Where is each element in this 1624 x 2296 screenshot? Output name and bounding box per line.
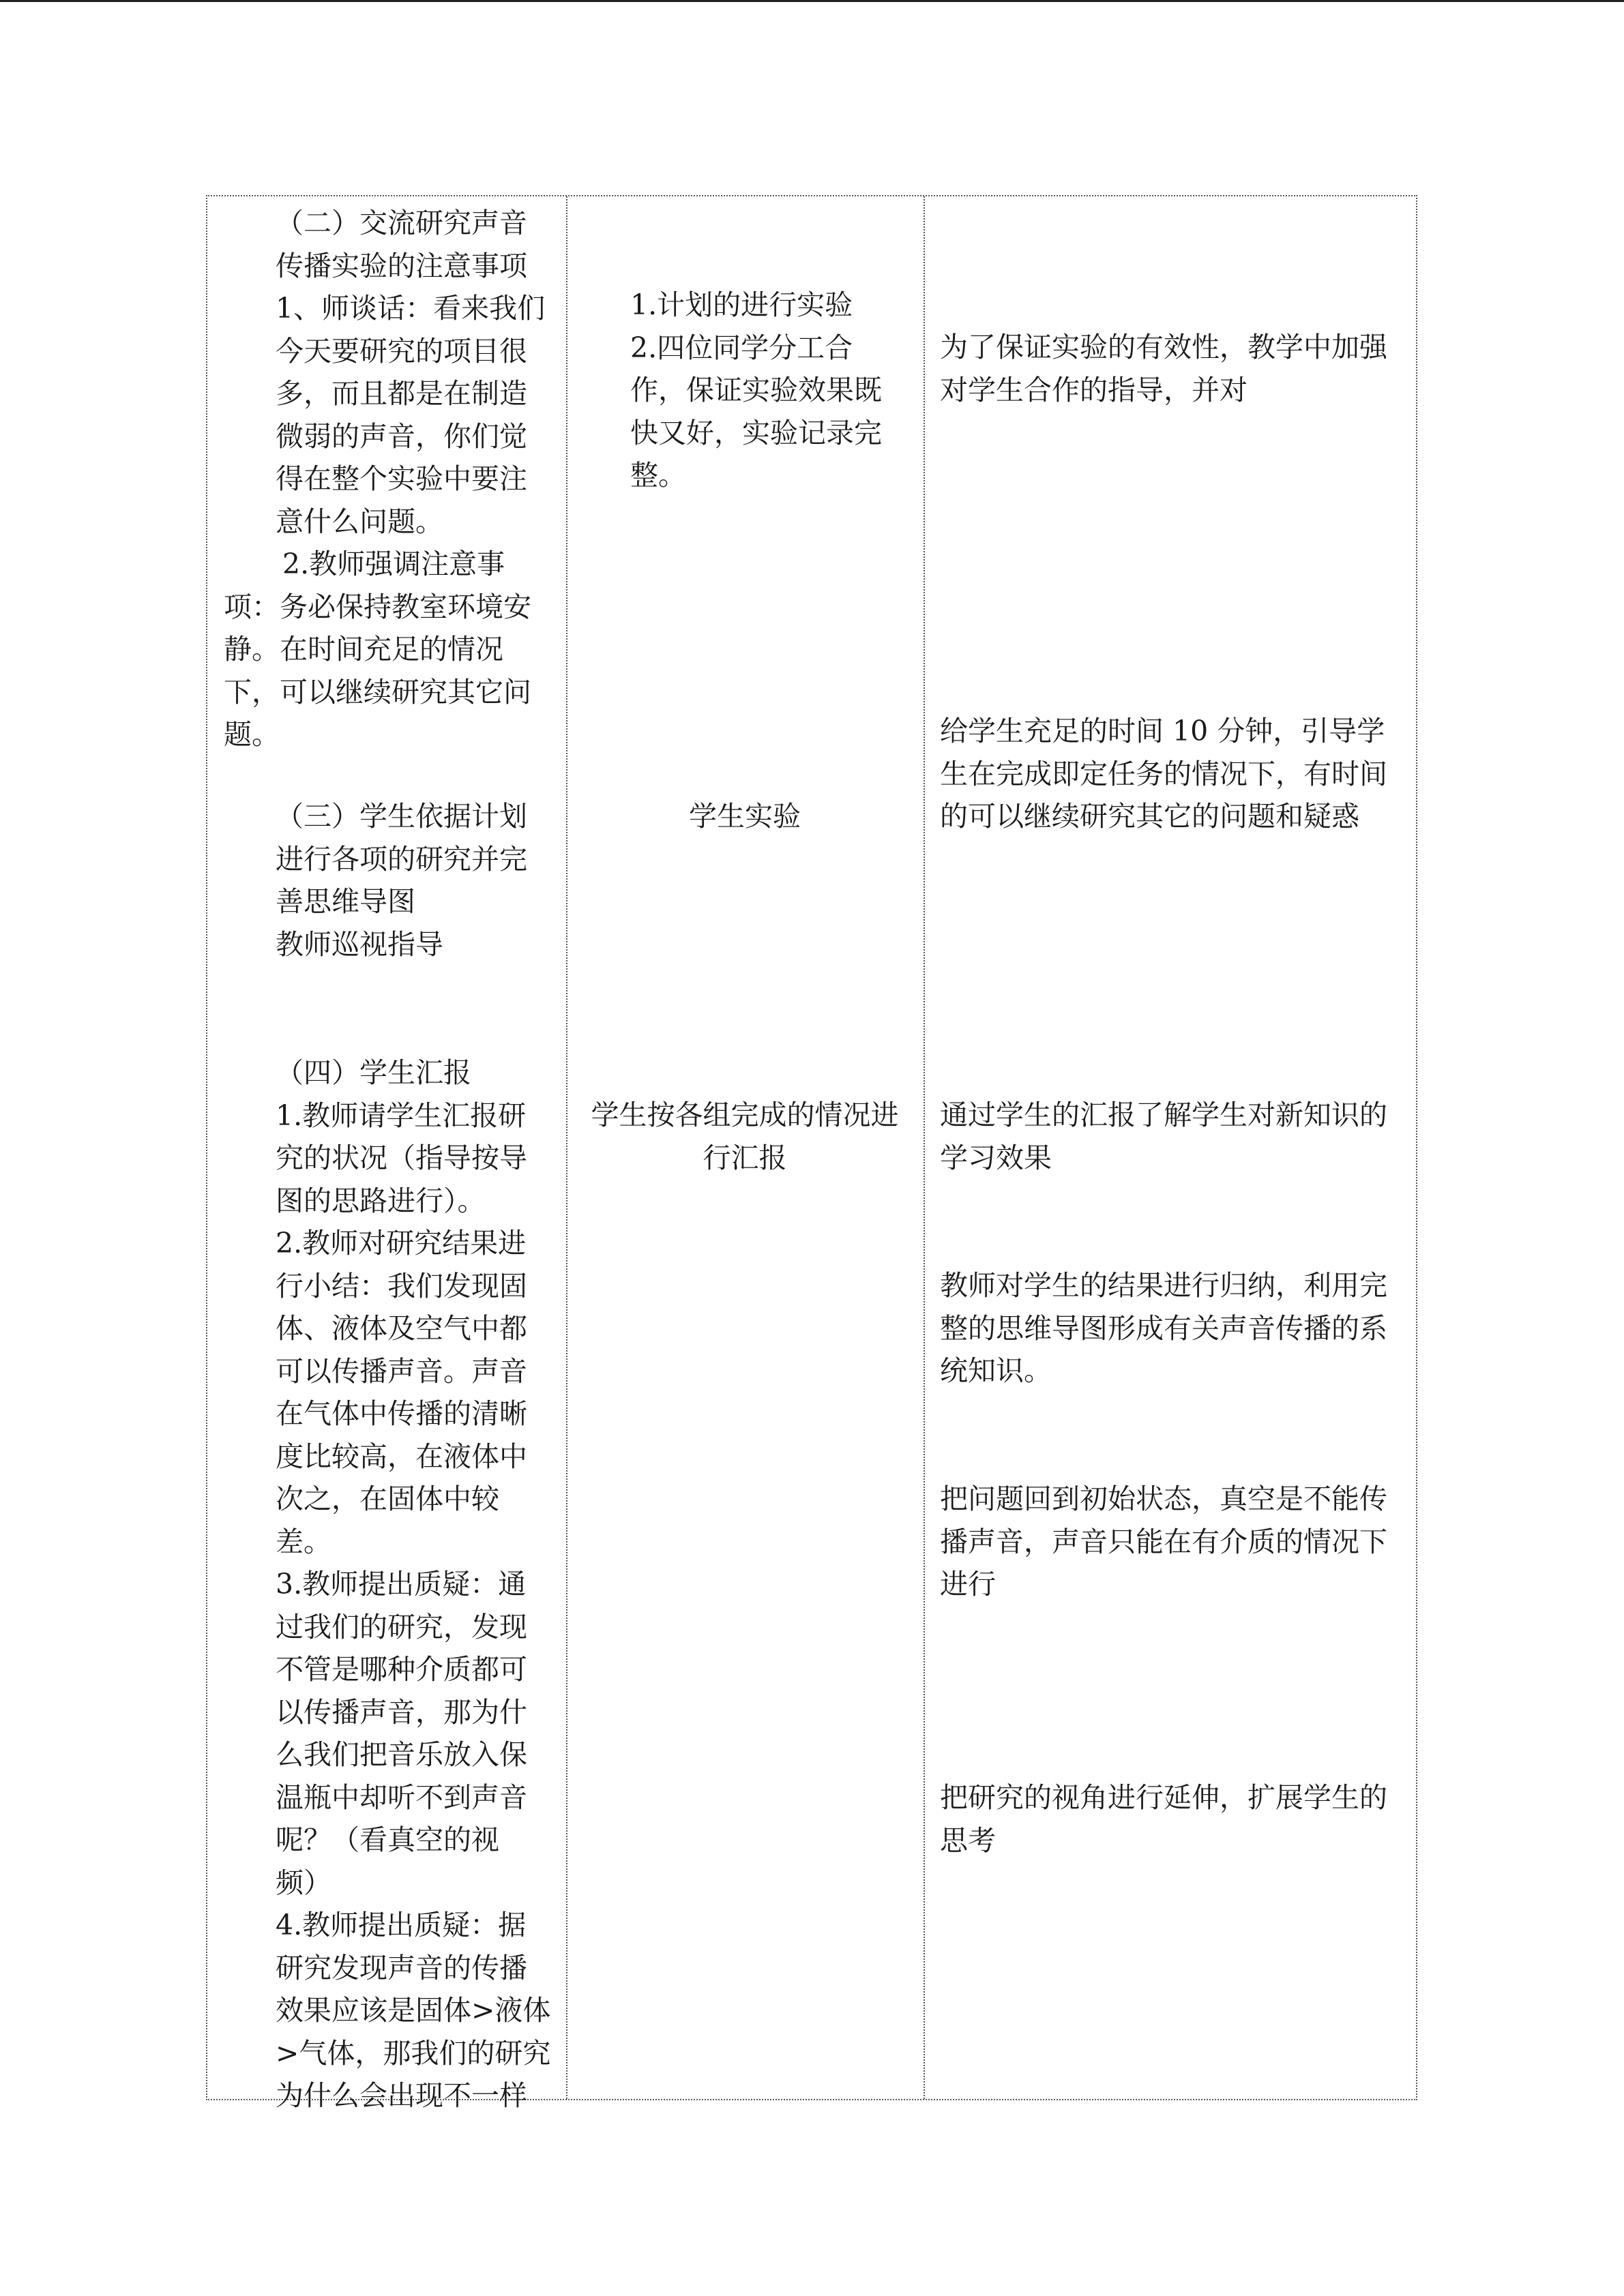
text-line: 效果应该是固体>液体 xyxy=(276,1994,551,2027)
text-line: 整。 xyxy=(630,459,686,492)
text-line: 题。 xyxy=(224,718,280,751)
text-line: 学习效果 xyxy=(940,1141,1052,1174)
design-intent-6 xyxy=(940,1776,1387,1862)
text-line: 进行 xyxy=(940,1568,996,1600)
text-line: 过我们的研究，发现 xyxy=(276,1610,527,1643)
text-line: 对学生合作的指导，并对 xyxy=(940,373,1247,406)
text-line: 频） xyxy=(276,1866,331,1899)
text-line: 温瓶中却听不到声音 xyxy=(276,1780,527,1814)
text-line: 快又好，实验记录完 xyxy=(630,416,882,449)
text-line: 究的状况（指导按导 xyxy=(276,1142,527,1174)
text-line: 多，而且都是在制造 xyxy=(276,377,527,410)
text-line: 项：务必保持教室环境安 xyxy=(224,590,531,623)
text-line: 把研究的视角进行延伸，扩展学生的 xyxy=(940,1781,1387,1814)
text-line: 差。 xyxy=(276,1525,331,1558)
text-line: 进行各项的研究并完 xyxy=(276,842,527,876)
text-line: 学生实验 xyxy=(689,800,801,833)
text-line: 的可以继续研究其它的问题和疑惑 xyxy=(940,800,1359,833)
text-line: （三）学生依据计划 xyxy=(276,800,527,833)
text-line: 意什么问题。 xyxy=(276,505,443,538)
design-intent-1 xyxy=(940,326,1387,411)
text-line: 通过学生的汇报了解学生对新知识的 xyxy=(940,1099,1387,1131)
text-line: 1.教师请学生汇报研 xyxy=(276,1099,527,1132)
text-line: 1、师谈话：看来我们 xyxy=(276,292,546,325)
text-line: 3.教师提出质疑：通 xyxy=(276,1568,527,1600)
text-line: 得在整个实验中要注 xyxy=(276,462,527,495)
text-line: 善思维导图 xyxy=(276,885,415,918)
text-line: 体、液体及空气中都 xyxy=(276,1312,527,1345)
text-line: 在气体中传播的清晰 xyxy=(276,1397,527,1430)
text-line: 研究发现声音的传播 xyxy=(276,1951,527,1984)
teacher-activity-section-3 xyxy=(276,795,527,966)
design-intent-5 xyxy=(940,1478,1387,1606)
text-line: 2.四位同学分工合 xyxy=(630,331,853,364)
teacher-activity-section-2 xyxy=(276,202,545,543)
text-line: 不管是哪种介质都可 xyxy=(276,1653,527,1686)
text-line: 行汇报 xyxy=(703,1141,787,1174)
text-line: 为什么会出现不一样 xyxy=(276,2079,527,2112)
text-line: 统知识。 xyxy=(940,1354,1052,1387)
text-line: >气体，那我们的研究 xyxy=(276,2036,551,2070)
text-line: 作，保证实验效果既 xyxy=(630,374,882,406)
text-line: 呢？（看真空的视 xyxy=(276,1823,499,1856)
text-line: （四）学生汇报 xyxy=(276,1056,471,1089)
design-intent-4 xyxy=(940,1264,1387,1392)
text-line: 学生按各组完成的情况进 xyxy=(591,1099,899,1131)
text-line: 4.教师提出质疑：据 xyxy=(276,1909,527,1941)
text-line: 生在完成即定任务的情况下，有时间 xyxy=(940,757,1387,790)
text-line: 今天要研究的项目很 xyxy=(276,334,527,368)
text-line: 次之，在固体中较 xyxy=(276,1482,499,1515)
text-line: 度比较高，在液体中 xyxy=(276,1440,527,1473)
design-intent-3 xyxy=(940,1094,1387,1179)
text-line: 2.教师对研究结果进 xyxy=(276,1227,527,1259)
student-report-activity xyxy=(566,1094,924,1179)
teacher-activity-notes xyxy=(224,543,531,756)
text-line: 静。在时间充足的情况 xyxy=(224,633,503,666)
text-line: 下，可以继续研究其它问 xyxy=(224,675,531,709)
text-line: （二）交流研究声音 xyxy=(276,207,527,239)
text-line: 播声音，声音只能在有介质的情况下 xyxy=(940,1525,1387,1558)
text-line: 给学生充足的时间 10 分钟，引导学 xyxy=(940,715,1385,747)
lesson-plan-table xyxy=(206,195,1417,2112)
text-line: 整的思维导图形成有关声音传播的系 xyxy=(940,1311,1387,1345)
text-line: 把问题回到初始状态，真空是不能传 xyxy=(940,1482,1387,1515)
design-intent-2 xyxy=(940,710,1387,838)
text-line: 教师对学生的结果进行归纳，利用完 xyxy=(940,1269,1387,1302)
column-divider-2 xyxy=(924,196,925,2099)
text-line: 么我们把音乐放入保 xyxy=(276,1738,527,1771)
student-experiment-label xyxy=(566,795,924,838)
text-line: 行小结：我们发现固 xyxy=(276,1269,527,1302)
text-line: 微弱的声音，你们觉 xyxy=(276,419,527,453)
text-line: 2.教师强调注意事 xyxy=(282,548,505,580)
text-line: 传播实验的注意事项 xyxy=(276,249,527,282)
text-line: 为了保证实验的有效性，教学中加强 xyxy=(940,331,1387,363)
text-line: 以传播声音，那为什 xyxy=(276,1695,527,1729)
page-top-border xyxy=(0,0,1624,2)
text-line: 图的思路进行）。 xyxy=(276,1184,486,1217)
text-line: 教师巡视指导 xyxy=(276,927,443,961)
text-line: 思考 xyxy=(940,1823,996,1857)
teacher-activity-section-4 xyxy=(276,1052,550,2117)
text-line: 可以传播声音。声音 xyxy=(276,1354,527,1388)
student-activity-plan xyxy=(630,284,882,497)
text-line: 1.计划的进行实验 xyxy=(630,288,853,321)
